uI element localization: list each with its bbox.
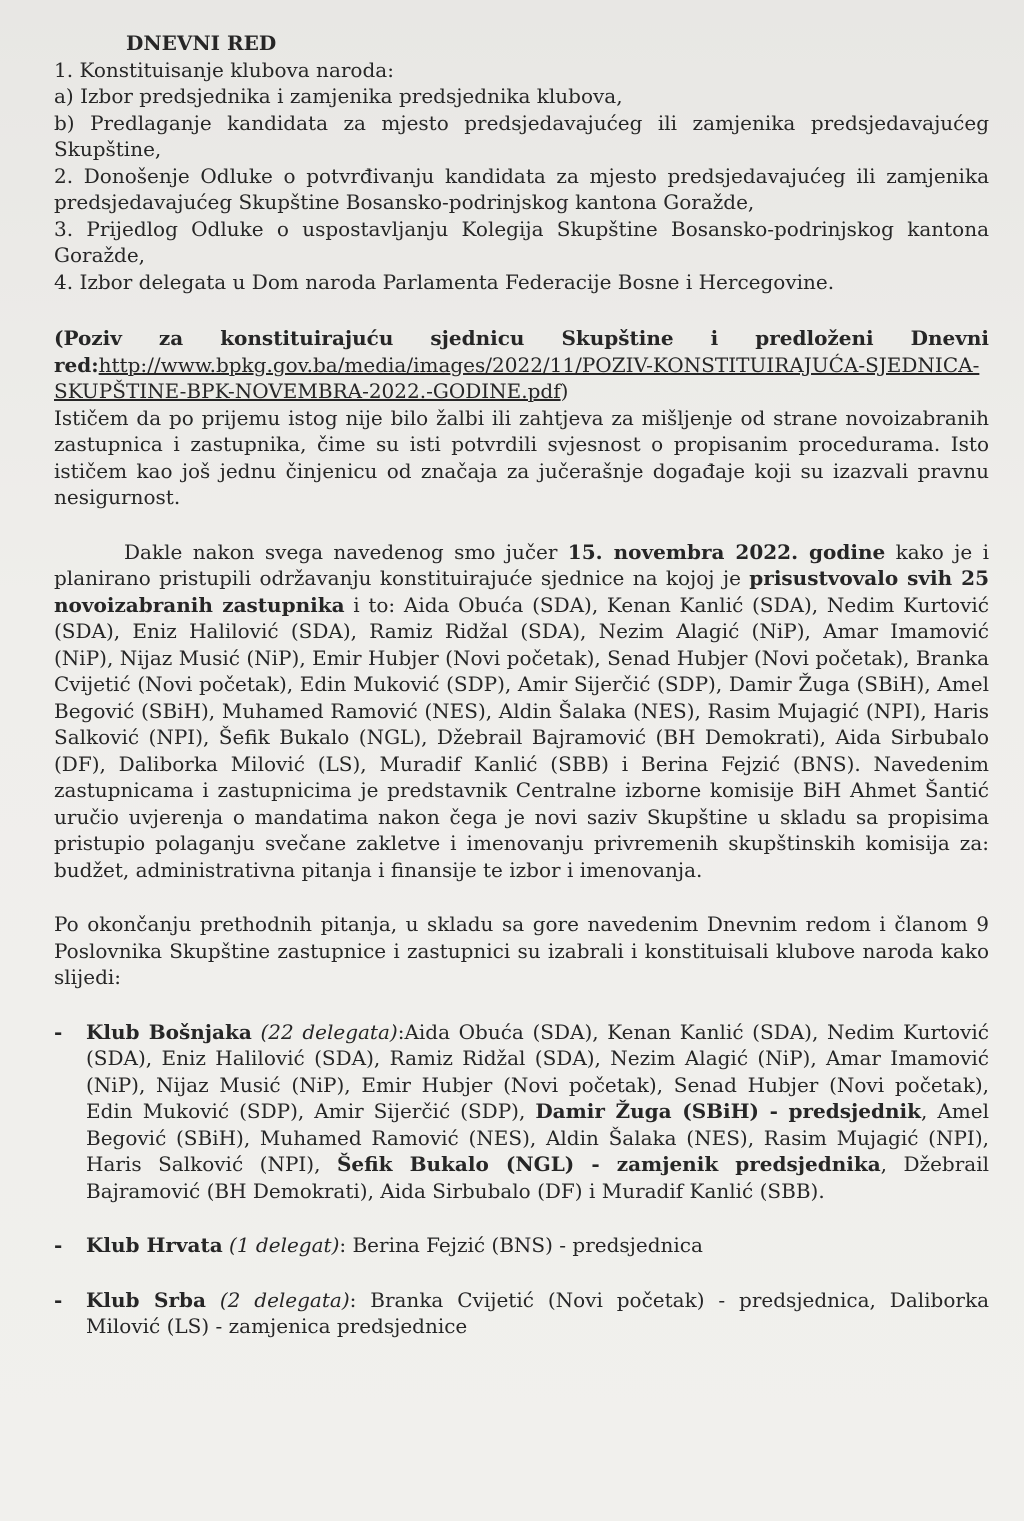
poziv-close: ) xyxy=(560,379,569,403)
club-name: Klub Hrvata xyxy=(86,1233,223,1257)
club-bosnjaka xyxy=(54,1019,989,1205)
club-president: Damir Žuga (SBiH) - predsjednik xyxy=(535,1099,921,1123)
club-members: , Amel Begović (SBiH), Muhamed Ramović (NES), Aldin Šalaka (NES), Rasim Mujagić (NPI), Haris Salković (NPI), xyxy=(86,1099,989,1176)
attendance-note: prisustvovalo svih 25 novoizabranih zastupnika xyxy=(54,566,989,617)
dakle-text: i to: Aida Obuća (SDA), Kenan Kanlić (SDA), Nedim Kurtović (SDA), Eniz Halilović (SDA), Ramiz Ridžal (SDA), Nezim Alagić (NiP), Amar Imamović (NiP), Nijaz Musić (NiP), Emir Hubjer (Novi početak), Senad Hubjer (Novi početak), Branka Cvijetić (Novi početak), Edin Muković (SDP), Amir Sijerčić (SDP), Damir Žuga (SBiH), Amel Begović (SBiH), Muhamed Ramović (NES), Aldin Šalaka (NES), Rasim Mujagić (NPI), Haris Salković (NPI), Šefik Bukalo (NGL), Džebrail Bajramović (BH Demokrati), Aida Sirbubalo (DF), Daliborka Milović (LS), Muradif Kanlić (SBB) i Berina Fejzić (BNS). Navedenim zastupnicama i zastupnicima je predstavnik Centralne izborne komisije BiH Ahmet Šantić uručio uvjerenja o mandatima nakon čega je novi saziv Skupštine u skladu sa propisima pristupio polaganju svečane zakletve i imenovanju privremenih skupštinskih komisija za: budžet, administrativna pitanja i finansije te izbor i imenovanja. xyxy=(54,592,989,882)
agenda-item: 1. Konstituisanje klubova naroda: xyxy=(54,57,394,82)
club-members: :Aida Obuća (SDA), Kenan Kanlić (SDA), Nedim Kurtović (SDA), Eniz Halilović (SDA), Ramiz Ridžal (SDA), Nezim Alagić (NiP), Amar Imamović (NiP), Nijaz Musić (NiP), Emir Hubjer (Novi početak), Senad Hubjer (Novi početak), Edin Muković (SDP), Amir Sijerčić (SDP), xyxy=(86,1019,989,1123)
club-members: , Džebrail Bajramović (BH Demokrati), Aida Sirbubalo (DF) i Muradif Kanlić (SBB). xyxy=(86,1152,990,1203)
club-members: : Branka Cvijetić (Novi početak) - predsjednica, Daliborka Milović (LS) - zamjenica predsjednice xyxy=(86,1287,990,1338)
poziv-paragraph xyxy=(54,325,989,405)
dakle-text: kako je i planirano pristupili održavanju konstituirajuće sjednice na kojoj je xyxy=(54,539,989,590)
club-count: (2 delegata) xyxy=(219,1287,350,1312)
list-dash: - xyxy=(54,1233,63,1257)
club-text xyxy=(86,1019,989,1205)
club-hrvata xyxy=(54,1232,989,1259)
club-name: Klub Srba xyxy=(86,1287,206,1312)
club-text xyxy=(86,1287,989,1340)
agenda-item: 2. Donošenje Odluke o potvrđivanju kandidata za mjesto predsjedavajućeg ili zamjenika predsjedavajućeg Skupštine Bosansko-podrinjskog kantona Goražde, xyxy=(54,163,989,214)
session-date: 15. novembra 2022. godine xyxy=(567,539,886,564)
agenda-item: b) Predlaganje kandidata za mjesto predsjedavajućeg ili zamjenika predsjedavajućeg Skupštine, xyxy=(54,110,989,161)
club-vice-president: Šefik Bukalo (NGL) - zamjenik predsjednika xyxy=(336,1152,881,1176)
club-name: Klub Bošnjaka xyxy=(86,1019,252,1044)
list-dash: - xyxy=(54,1019,63,1044)
list-dash: - xyxy=(54,1287,63,1312)
club-srba xyxy=(54,1287,989,1340)
dakle-text: Dakle nakon svega navedenog smo jučer xyxy=(124,539,568,564)
club-count: (22 delegata) xyxy=(260,1019,398,1044)
agenda-heading: DNEVNI RED xyxy=(126,31,277,55)
agenda-item: a) Izbor predsjednika i zamjenika predsjednika klubova, xyxy=(54,84,623,108)
agenda-item: 4. Izbor delegata u Dom naroda Parlamenta Federacije Bosne i Hercegovine. xyxy=(54,269,835,294)
poziv-link[interactable]: http://www.bpkg.gov.ba/media/images/2022/11/POZIV-KONSTITUIRAJUĆA-SJEDNICA-SKUPŠTINE-BPK-NOVEMBRA-2022.-GODINE.pdf xyxy=(54,352,980,403)
agenda-item: 3. Prijedlog Odluke o uspostavljanju Kolegija Skupštine Bosansko-podrinjskog kantona Goražde, xyxy=(54,216,989,267)
club-members: : Berina Fejzić (BNS) - predsjednica xyxy=(339,1233,703,1257)
document-body xyxy=(54,30,989,1340)
dakle-paragraph xyxy=(54,539,989,884)
club-count: (1 delegat) xyxy=(229,1233,340,1257)
poziv-lead: (Poziv za konstituirajuću sjednicu Skupštine i predloženi Dnevni red: xyxy=(54,326,989,377)
agenda-list xyxy=(54,57,989,296)
isticem-paragraph: Ističem da po prijemu istog nije bilo žalbi ili zahtjeva za mišljenje od strane novoizabranih zastupnica i zastupnika, čime su isti potvrdili svjesnost o propisanim procedurama. Isto ističem kao još jednu činjenicu od značaja za jučerašnje događaje koji su izazvali pravnu nesigurnost. xyxy=(54,405,989,509)
club-text xyxy=(86,1232,989,1259)
okoncanje-paragraph: Po okončanju prethodnih pitanja, u skladu sa gore navedenim Dnevnim redom i članom 9 Poslovnika Skupštine zastupnice i zastupnici su izabrali i konstituisali klubove naroda kako slijedi: xyxy=(54,912,989,989)
